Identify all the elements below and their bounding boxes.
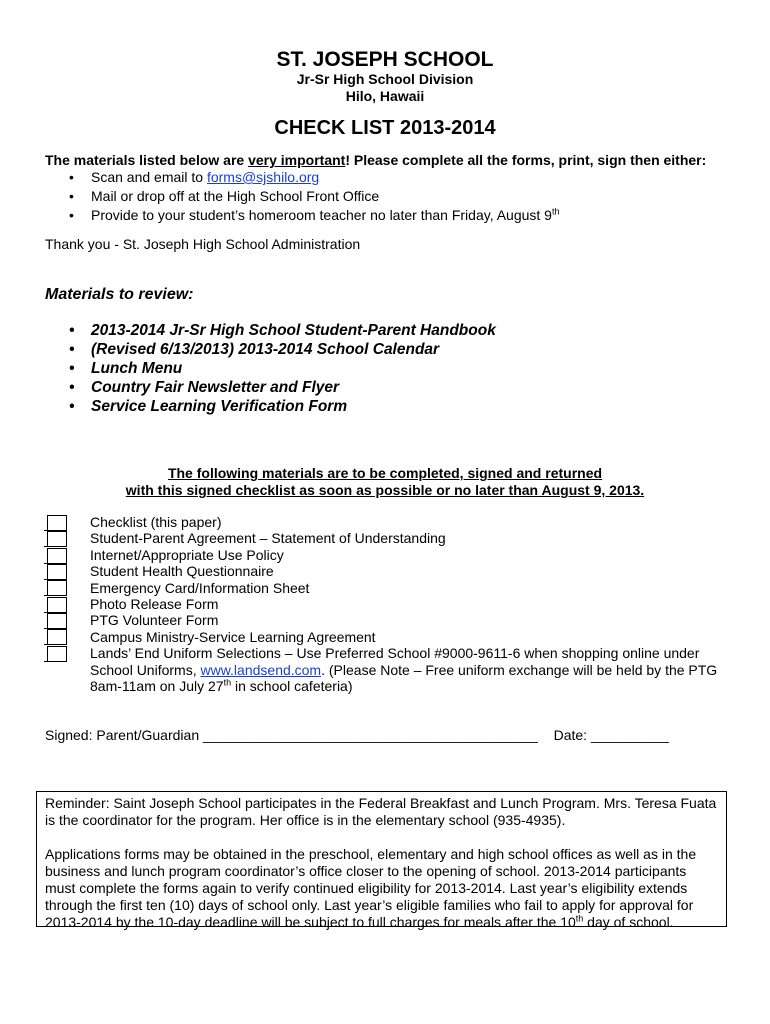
checkbox[interactable] [47, 548, 67, 564]
checkbox[interactable] [47, 564, 67, 580]
reminder-text-a: Applications forms may be obtained in the preschool, elementary and high school offices as well as in the business and lunch program coordinator’s office closer to the opening of school. 2013-2014 participants must complete the forms again to verify continued eligibility for 2013-2014. Last year’s eligibility extends through the first ten (10) days of school only. Last year’s eligible families who fail to apply for approval for 2013-2014 by the 10-day deadline will be subject to full charges for meals after the 10 [45, 846, 697, 930]
checkbox[interactable] [47, 629, 67, 645]
checkbox-rule [44, 628, 49, 629]
instructions-line-1: The following materials are to be completed, signed and returned [167, 465, 603, 481]
list-item [45, 168, 559, 187]
checkbox-rule [44, 579, 49, 580]
school-location: Hilo, Hawaii [345, 88, 425, 104]
intro-pre: The materials listed below are [45, 152, 249, 168]
checkbox[interactable] [47, 580, 67, 596]
material-item: • Service Learning Verification Form [45, 397, 496, 416]
checkbox-rule [44, 546, 49, 547]
signature-line [45, 727, 669, 743]
material-item: • 2013-2014 Jr-Sr High School Student-Parent Handbook [45, 321, 496, 340]
checklist-item: Emergency Card/Information Sheet [90, 579, 310, 596]
date-label: Date: [553, 727, 588, 743]
instructions [0, 465, 770, 499]
list-item: • Mail or drop off at the High School Front Office [45, 187, 559, 206]
materials-list [45, 321, 496, 416]
checklist [90, 514, 730, 694]
signature-label: Signed: Parent/Guardian [45, 727, 200, 743]
checklist-item: Internet/Appropriate Use Policy [90, 546, 284, 563]
email-link[interactable]: forms@sjshilo.org [206, 169, 320, 185]
reminder-paragraph-1: Reminder: Saint Joseph School participates in the Federal Breakfast and Lunch Program. Mrs. Teresa Fuata is the coordinator for the program. Her office is in the elementary school (935-4935). [45, 795, 717, 828]
intro-text [45, 152, 706, 168]
checkbox-rule [44, 530, 49, 531]
page-title: CHECK LIST 2013-2014 [274, 117, 496, 139]
checklist-item: Student Health Questionnaire [90, 563, 274, 580]
checkbox-rule [44, 612, 49, 613]
homeroom-sup: th [551, 206, 560, 217]
material-item: • (Revised 6/13/2013) 2013-2014 School Calendar [45, 340, 496, 359]
checkbox-rule [44, 644, 49, 645]
landsend-link[interactable]: www.landsend.com [200, 661, 322, 678]
reminder-text-b: day of school. [583, 914, 674, 930]
uniform-sup: th [223, 677, 232, 688]
uniform-text-1: Lands’ End Uniform Selections – Use Preferred School #9000-9611-6 when shopping online under School Uniforms, [90, 645, 700, 678]
checkbox[interactable] [47, 531, 67, 547]
school-name: ST. JOSEPH SCHOOL [276, 48, 494, 71]
checkbox[interactable] [47, 613, 67, 629]
signature-field[interactable]: ___________________________________________ [203, 727, 538, 743]
checkbox-rule [44, 595, 49, 596]
scan-prefix: Scan and email to [91, 169, 207, 185]
material-item: • Lunch Menu [45, 359, 496, 378]
intro-emphasis: very important [248, 152, 346, 168]
reminder-box [36, 791, 727, 930]
checklist-item: Student-Parent Agreement – Statement of Understanding [90, 530, 446, 547]
checklist-item-uniform [90, 645, 730, 694]
thanks-text: Thank you - St. Joseph High School Administration [45, 236, 361, 252]
homeroom-text: Provide to your student’s homeroom teacher no later than Friday, August 9 [91, 207, 552, 223]
checkbox-rule [44, 661, 49, 662]
uniform-text-3: in school cafeteria) [231, 678, 353, 695]
submission-options-list [45, 168, 559, 225]
reminder-sup: th [575, 913, 584, 924]
checklist-item: Campus Ministry-Service Learning Agreement [90, 628, 376, 645]
checkbox[interactable] [47, 597, 67, 613]
material-item: • Country Fair Newsletter and Flyer [45, 378, 496, 397]
materials-heading: Materials to review: [45, 286, 194, 303]
division-name: Jr-Sr High School Division [296, 71, 474, 87]
uniform-text-2: . (Please Note – Free uniform exchange will be held by the PTG 8am-11am on July 27 [90, 661, 718, 695]
intro-post: ! Please complete all the forms, print, sign then either: [345, 152, 707, 168]
list-item [45, 206, 559, 225]
reminder-paragraph-2 [37, 846, 726, 931]
checklist-item: Photo Release Form [90, 596, 219, 613]
instructions-line-2: with this signed checklist as soon as possible or no later than August 9, 2013. [125, 482, 645, 498]
checkbox[interactable] [47, 646, 67, 662]
checklist-item: PTG Volunteer Form [90, 612, 219, 629]
checkbox[interactable] [47, 515, 67, 531]
date-field[interactable]: __________ [590, 727, 669, 743]
checklist-item: Checklist (this paper) [90, 514, 222, 530]
checkbox-rule [44, 563, 49, 564]
